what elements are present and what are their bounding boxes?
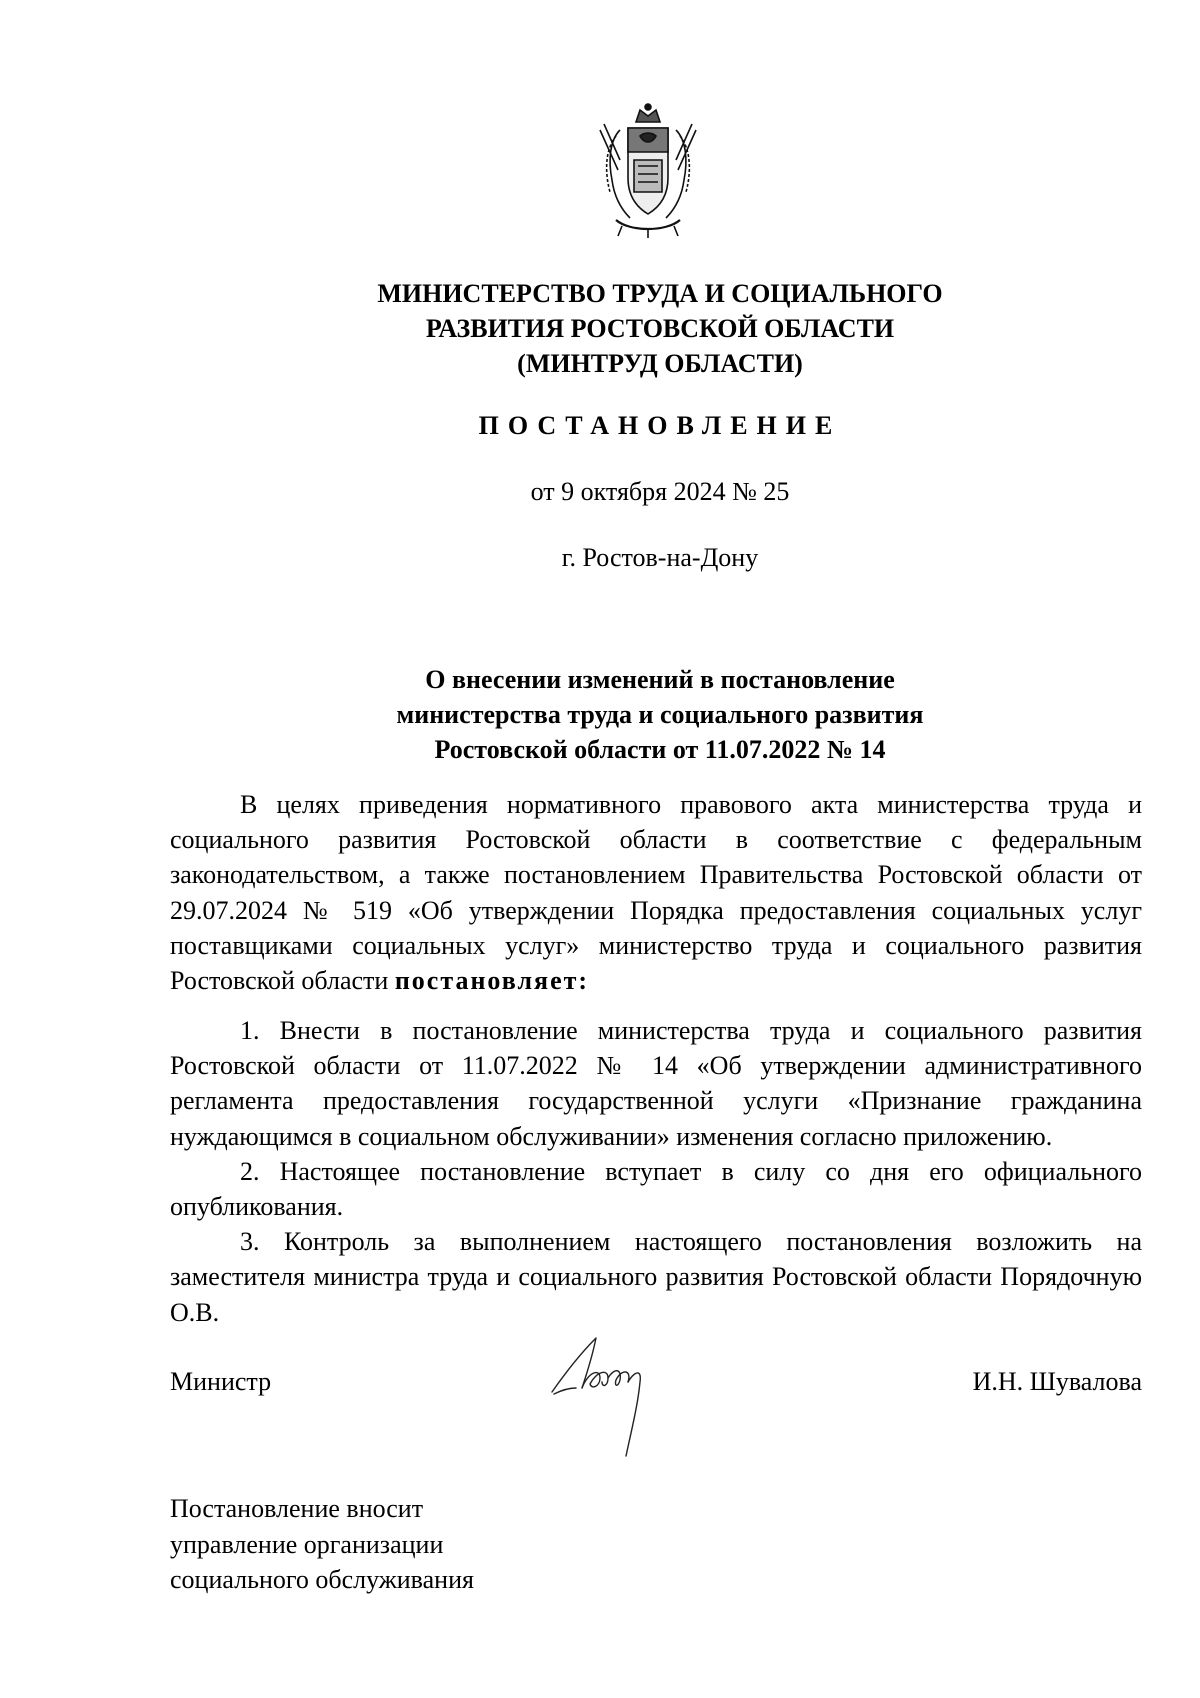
submitted-by-note bbox=[170, 1491, 474, 1598]
resolution-point: 1. Внести в постановление министерства труда и социального развития Ростовской области от 11.07.2022 № 14 «Об утверждении административного регламента предоставления государственной услуги «Признание гражданина нуждающимся в социальном обслуживании» изменения согласно приложению. bbox=[170, 1016, 1142, 1151]
subject-line: О внесении изменений в постановление bbox=[425, 665, 895, 694]
ministry-name-line: РАЗВИТИЯ РОСТОВСКОЙ ОБЛАСТИ bbox=[425, 314, 895, 343]
resolves-word: постановляет: bbox=[394, 966, 590, 996]
footer-line: управление организации bbox=[170, 1529, 444, 1559]
document-subject bbox=[170, 662, 1150, 767]
footer-line: социального обслуживания bbox=[170, 1565, 474, 1594]
signatory-position: Министр bbox=[170, 1367, 272, 1396]
footer-line: Постановление вносит bbox=[170, 1494, 424, 1523]
resolution-point: 3. Контроль за выполнением настоящего постановления возложить на заместителя министра труда и социального развития Ростовской области Порядочную О.В. bbox=[170, 1227, 1142, 1327]
ministry-name-line: (МИНТРУД ОБЛАСТИ) bbox=[517, 349, 803, 378]
document-type: ПОСТАНОВЛЕНИЕ bbox=[478, 411, 842, 440]
preamble-paragraph bbox=[170, 787, 1142, 998]
resolution-points bbox=[170, 1013, 1142, 1330]
subject-line: министерства труда и социального развития bbox=[396, 700, 924, 729]
ministry-name bbox=[170, 276, 1150, 381]
document-date-number: от 9 октября 2024 № 25 bbox=[530, 477, 790, 506]
document-city: г. Ростов-на-Дону bbox=[561, 543, 759, 572]
ministry-name-line: МИНИСТЕРСТВО ТРУДА И СОЦИАЛЬНОГО bbox=[377, 279, 943, 308]
preamble-text: В целях приведения нормативного правового акта министерства труда и социального развития Ростовской области в соответствие с федеральным законодательством, а также постановлением Правительства Ростовской области от 29.07.2024 № 519 «Об утверждении Порядка предоставления социальных услуг поставщиками социальных услуг» министерство труда и социального развития Ростовской области bbox=[170, 790, 1142, 996]
coat-of-arms-icon bbox=[590, 100, 706, 240]
signatory-name: И.Н. Шувалова bbox=[972, 1367, 1142, 1396]
handwritten-signature-icon bbox=[542, 1328, 682, 1464]
resolution-point: 2. Настоящее постановление вступает в силу со дня его официального опубликования. bbox=[170, 1156, 1142, 1222]
subject-line: Ростовской области от 11.07.2022 № 14 bbox=[434, 735, 886, 764]
